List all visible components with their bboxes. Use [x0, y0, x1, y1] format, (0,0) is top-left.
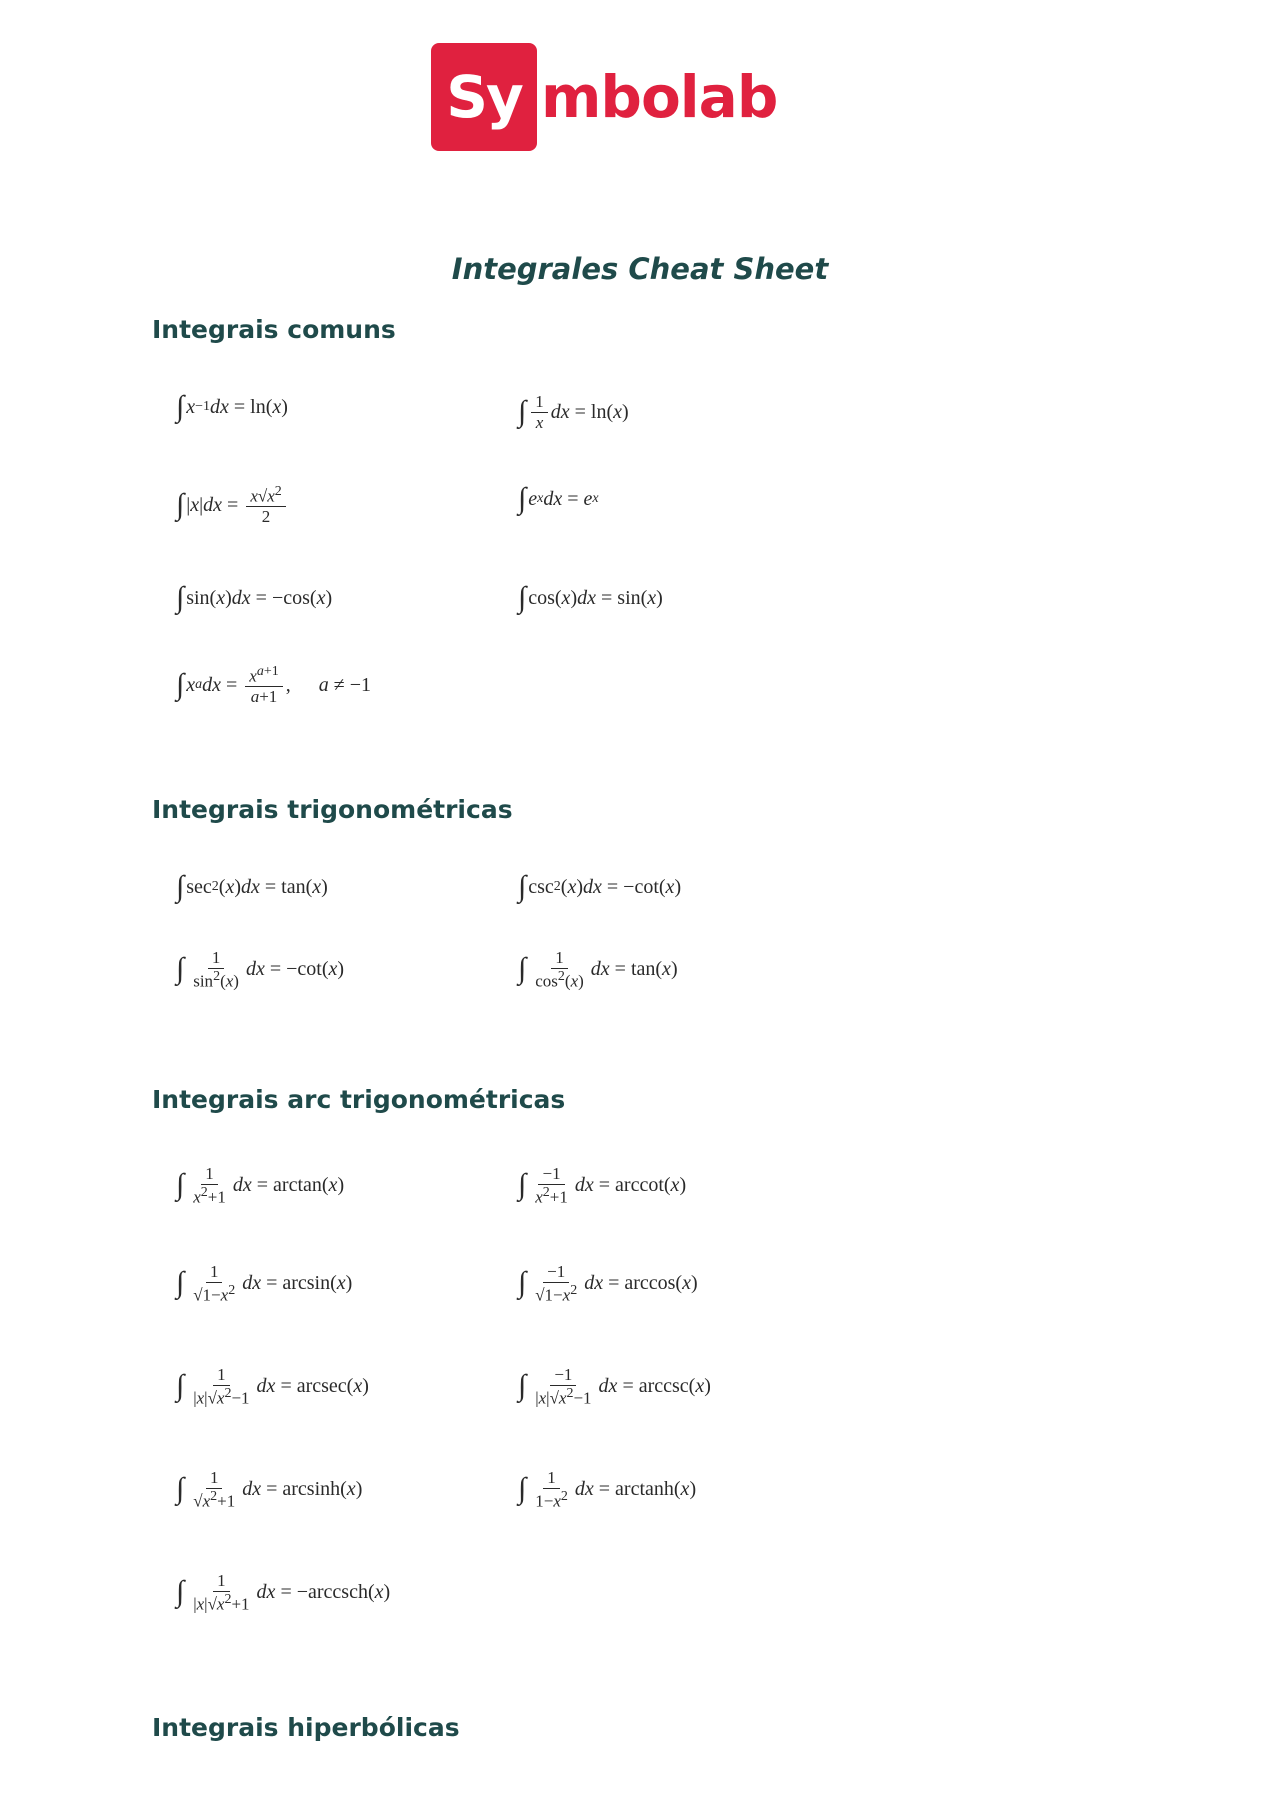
formula-csc2: ∫ csc 2 ( x ) dx = −cot( x )	[518, 870, 682, 903]
logo-box: Sy	[431, 43, 537, 151]
formula-one-over-cos2: ∫ $\frac{1}{\cos^2(x)}$ dx = tan( x )	[518, 948, 678, 991]
formula-arctan: ∫ $\frac{1}{x^2+1}$ dx = arctan( x )	[176, 1164, 345, 1207]
logo-text: mbolab	[541, 63, 778, 131]
page-title: Integrales Cheat Sheet	[451, 252, 829, 286]
formula-arcsin: ∫ $\frac{1}{√1-x^2}$ dx = arcsin( x )	[176, 1262, 353, 1305]
section-heading-trig: Integrais trigonométricas	[152, 795, 513, 824]
formula-x-inverse: ∫ x −1 dx = ln( x )	[176, 390, 288, 423]
formula-arctanh: ∫ $\frac{1}{1-x^2}$ dx = arctanh( x )	[518, 1468, 697, 1511]
section-heading-arc-trig: Integrais arc trigonométricas	[152, 1085, 566, 1114]
formula-arccsch: ∫ $\frac{1}{|x|√x^2+1}$ dx = −arccsch( x )	[176, 1571, 391, 1614]
section-heading-comuns: Integrais comuns	[152, 315, 396, 344]
formula-arcsec: ∫ $\frac{1}{|x|√x^2-1}$ dx = arcsec( x )	[176, 1365, 369, 1408]
formula-cos: ∫ cos( x ) dx = sin( x )	[518, 581, 663, 614]
formula-abs-x: ∫ | x | dx = $\frac{x√x^2}{2}$	[176, 484, 289, 527]
formula-arccsc: ∫ $\frac{-1}{|x|√x^2-1}$ dx = arccsc( x )	[518, 1365, 711, 1408]
formula-arcsinh: ∫ $\frac{1}{√x^2+1}$ dx = arcsinh( x )	[176, 1468, 363, 1511]
formula-sec2: ∫ sec 2 ( x ) dx = tan( x )	[176, 870, 328, 903]
formula-arccos: ∫ $\frac{-1}{√1-x^2}$ dx = arccos( x )	[518, 1262, 698, 1305]
section-heading-hyperbolic: Integrais hiperbólicas	[152, 1713, 460, 1742]
formula-power: ∫ x a dx = $\frac{x^{a+1}}{a+1}$ , a ≠ −1	[176, 664, 371, 707]
formula-arccot: ∫ $\frac{-1}{x^2+1}$ dx = arccot( x )	[518, 1164, 687, 1207]
formula-one-over-sin2: ∫ $\frac{1}{\sin^2(x)}$ dx = −cot( x )	[176, 948, 345, 991]
formula-one-over-x: ∫ $\frac{1}{x}$ dx = ln( x )	[518, 392, 629, 432]
symbolab-logo	[431, 43, 777, 151]
formula-exp: ∫ e x dx = e x	[518, 482, 599, 515]
formula-sin: ∫ sin( x ) dx = −cos( x )	[176, 581, 333, 614]
